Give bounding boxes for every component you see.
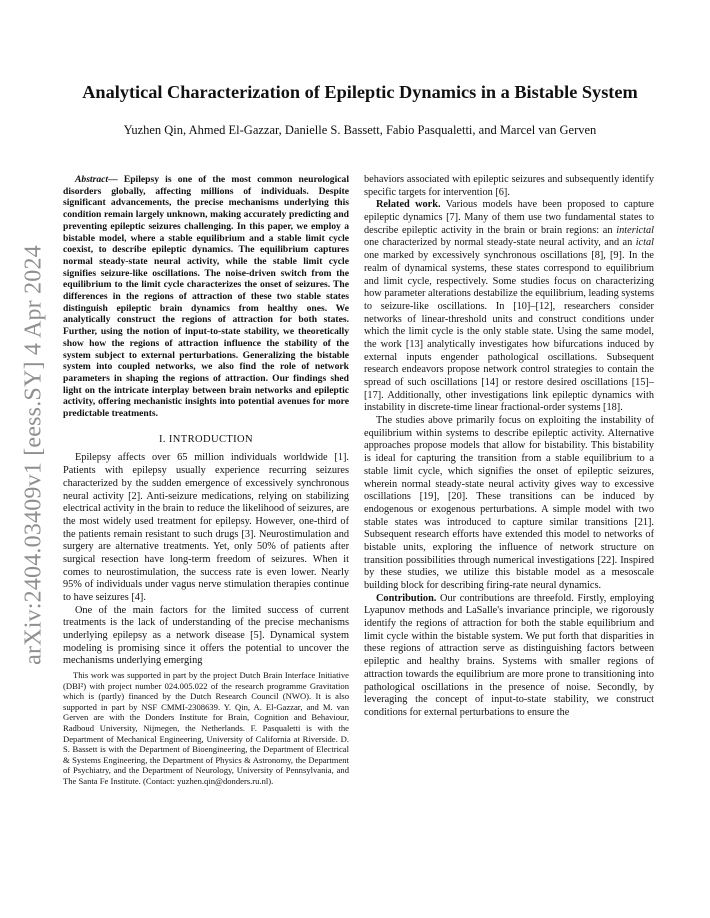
paper-title: Analytical Characterization of Epileptic Dynamics in a Bistable System xyxy=(82,82,638,102)
related-work-label: Related work. xyxy=(376,199,441,211)
abstract-dash: — xyxy=(108,174,124,185)
intro-paragraph-2: One of the main factors for the limited success of current treatments is the lack of understanding of the precise mechanisms underlying epilepsy as a network disease [5]. Dynamical system modeling is promising since it offers the potential to uncover the mechanisms underlying emerging xyxy=(63,604,349,667)
abstract xyxy=(63,174,349,420)
section-heading-introduction: I. INTRODUCTION xyxy=(158,433,254,445)
related-work-paragraph xyxy=(364,199,654,415)
footnotes xyxy=(63,670,349,787)
right-column xyxy=(364,174,654,720)
related-work-text-2: one characterized by normal steady-state neural activity, and an xyxy=(364,237,636,249)
related-work-text-1: Various models have been proposed to capture epileptic dynamics [7]. Many of them use two fundamental states to describe epileptic activity in the brain or brain regions: an xyxy=(364,199,654,236)
contribution-text: Our contributions are threefold. Firstly, employing Lyapunov methods and LaSalle's invariance principle, we rigorously identify the regions of attraction for both the stable equilibrium and limit cycle within the bistable system. We put forth that disparities in these regions of attraction serve as distinguishing factors between epileptic and healthy brains. Systems with smaller regions of attraction towards the equilibrium are more prone to transitioning into pathological oscillations in the presence of noise. Secondly, by leveraging the concept of input-to-state stability, we construct conditions for external perturbations to ensure the xyxy=(364,592,654,718)
ictal-term: ictal xyxy=(635,237,654,249)
contribution-label: Contribution. xyxy=(376,592,437,604)
abstract-label: Abstract xyxy=(75,174,109,185)
related-work-text-3: one marked by excessively synchronous oscillations [8], [9]. In the realm of dynamical systems, these states correspond to equilibrium and limit cycle, respectively. Some studies focus on characterizing how parameter alterations destabilize the equilibrium, leading systems to seizure-like oscillations. In [10]–[12], researchers consider networks of linear-threshold units and construct conditions under which the limit cycle is the only stable state. Using the same model, the work [13] analytically investigates how bifurcations induced by external inputs engender pathological oscillations. Subsequent research endeavors propose network control strategies to contain the spread of such oscillations [14] or restore desired oscillations [15]–[17]. Additionally, other investigations link epileptic dynamics with instability in discrete-time linear fractional-order systems [18]. xyxy=(364,250,654,414)
intro-paragraph-2-continuation: behaviors associated with epileptic seizures and subsequently identify specific targets for intervention [6]. xyxy=(364,174,654,198)
funding-affiliation-footnote: This work was supported in part by the project Dutch Brain Interface Initiative (DBI²) with project number 024.005.022 of the research programme Gravitation which is (partly) financed by the Dutch Research Council (NWO). It is also supported in part by NSF CMMI-2308639. Y. Qin, A. El-Gazzar, and M. van Gerven are with the Donders Institute for Brain, Cognition and Behaviour, Radboud University, Nijmegen, the Netherlands. F. Pasqualetti is with the Department of Mechanical Engineering, University of California at Riverside. D. S. Bassett is with the Department of Bioengineering, the Department of Electrical & Systems Engineering, the Department of Physics & Astronomy, the Department of Psychiatry, and the Department of Neurology, University of Pennsylvania, and The Santa Fe Institute. (Contact: yuzhen.qin@donders.ru.nl). xyxy=(63,670,349,786)
contribution-paragraph xyxy=(364,593,654,720)
intro-paragraph-1: Epilepsy affects over 65 million individuals worldwide [1]. Patients with epilepsy usually experience recurring seizures characterized by the sudden emergence of excessively synchronous neural activity [2]. Anti-seizure medications, relying on stabilizing electrical activity in the brain to reduce the likelihood of seizures, are the most widely used treatment for epilepsy. However, one-third of the patients remain resistant to such drugs [3]. Neurostimulation and surgery are alternative treatments. Yet, only 50% of patients after surgical resection have long-term freedom of seizures. When it comes to neurostimulation, the success rate is even lower. Nearly 95% of individuals under vagus nerve stimulation therapies continue to have seizures [4]. xyxy=(63,452,349,604)
author-list: Yuzhen Qin, Ahmed El-Gazzar, Danielle S. Bassett, Fabio Pasqualetti, and Marcel van Gerven xyxy=(123,123,597,137)
left-column xyxy=(63,174,349,668)
abstract-text: Epilepsy is one of the most common neurological disorders globally, affecting millions of individuals. Despite significant advancements, the precise mechanisms underlying this condition remain largely unknown, making accurately predicting and preventing epileptic seizures challenging. In this paper, we employ a bistable model, where a stable equilibrium and a stable limit cycle coexist, to describe epileptic dynamics. The equilibrium captures normal steady-state neural activity, while the stable limit cycle signifies seizure-like oscillations. The noise-driven switch from the equilibrium to the limit cycle characterizes the onset of seizures. The differences in the regions of attraction of these two stable states distinguish epileptic brain dynamics from healthy ones. We analytically construct the regions of attraction for both states. Further, using the notion of input-to-state stability, we theoretically show how the regions of attraction influence the stability of the system subject to external perturbations. Generalizing the bistable system into coupled networks, we also find the role of network parameters in shaping the regions of attraction. Our findings shed light on the intricate interplay between brain networks and epileptic activity, offering mechanistic insights into potential avenues for more predictable treatments. xyxy=(63,174,349,420)
arxiv-identifier-text: arXiv:2404.03409v1 [eess.SY] 4 Apr 2024 xyxy=(20,245,47,665)
studies-paragraph: The studies above primarily focus on exploiting the instability of equilibrium within systems to describe epileptic activity. Alternative approaches propose models that allow for bistability. This bistability is ideal for capturing the transition from a stable equilibrium to a stable limit cycle, which signifies the onset of epileptic seizures, wherein normal steady-state neural activity gives way to excessive oscillations [19], [20]. These transitions can be induced by endogenous or exogenous perturbations. A simple model with two stable states was introduced to capture similar transitions [21]. Subsequent research efforts have extended this model to networks of bistable units, exploring the influence of network structure on transition possibilities through numerical investigations [22]. Inspired by these studies, we utilize this bistable model as a mesoscale building block for describing firing-rate neural dynamics. xyxy=(364,415,654,591)
interictal-term: interictal xyxy=(616,224,654,236)
